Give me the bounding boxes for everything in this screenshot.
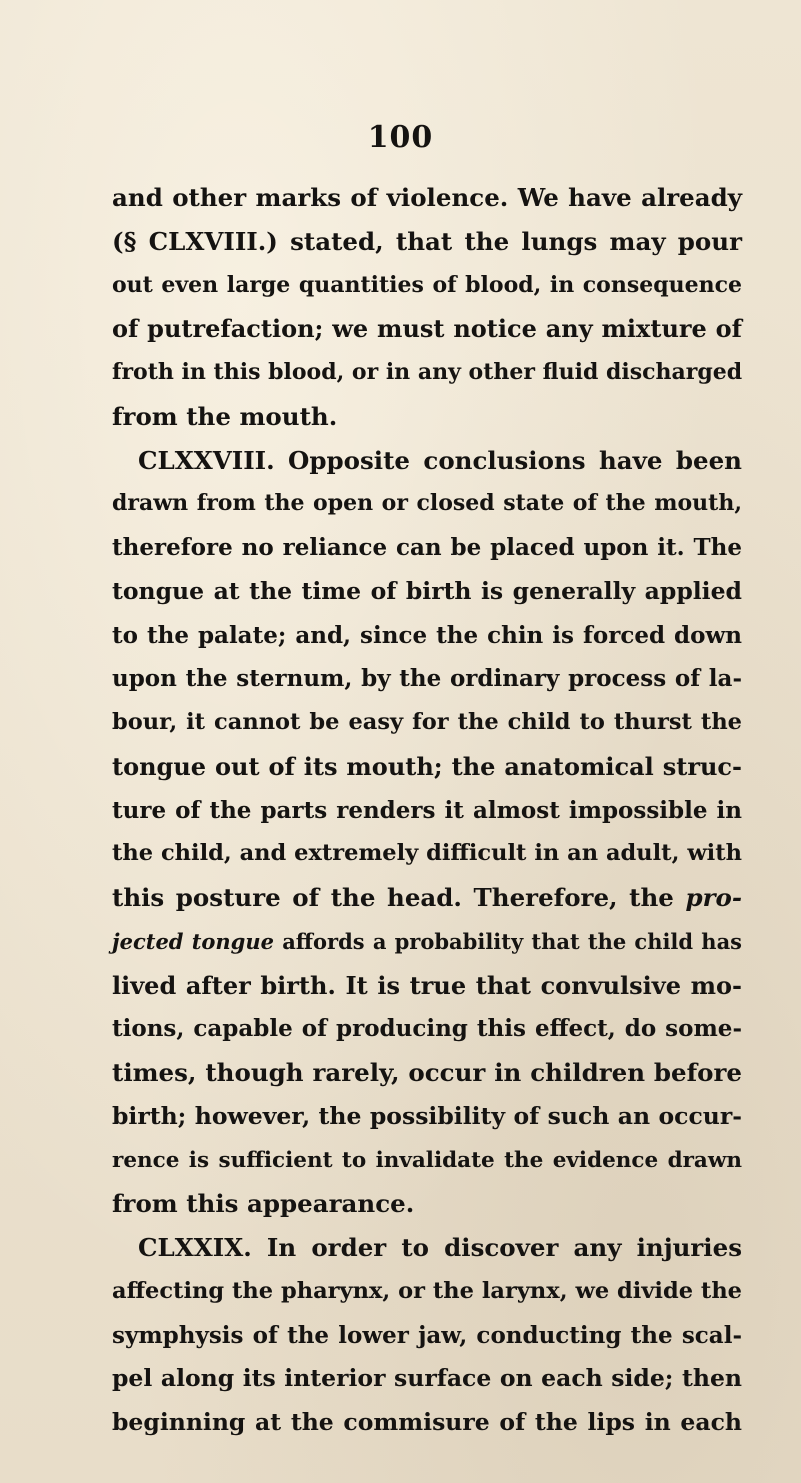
text-line: beginning at the commisure of the lips in each (112, 1408, 742, 1436)
text-line: to the palate; and, since the chin is forced down (112, 621, 742, 649)
body-text (112, 176, 742, 1445)
text-line: times, though rarely, occur in children before (112, 1058, 742, 1087)
text-line: ture of the parts renders it almost impossible in (112, 796, 742, 824)
text-line: rence is sufficient to invalidate the evidence drawn (112, 1147, 742, 1173)
text-line: affecting the pharynx, or the larynx, we divide the (112, 1277, 742, 1304)
text-line: lived after birth. It is true that convulsive mo- (112, 970, 742, 1000)
text-line: (§ CLXVIII.) stated, that the lungs may pour (112, 226, 742, 256)
text-line: out even large quantities of blood, in consequence (112, 271, 742, 298)
paragraph-end-line: from the mouth. (112, 401, 338, 431)
section-heading-line: CLXXVIII. Opposite conclusions have been (138, 445, 742, 475)
text-line: the child, and extremely difficult in an adult, with (112, 840, 742, 867)
italic-text: jected tongue (112, 928, 274, 954)
text-line: birth; however, the possibility of such an occur- (112, 1101, 742, 1130)
text-line: bour, it cannot be easy for the child to thurst the (112, 709, 742, 735)
text-line: froth in this blood, or in any other fluid discharged (112, 359, 743, 385)
text-line: of putrefaction; we must notice any mixture of (112, 314, 742, 344)
italic-text: pro- (685, 883, 742, 912)
text-line: upon the sternum, by the ordinary process of la- (112, 665, 742, 693)
text-line: and other marks of violence. We have already (112, 183, 742, 212)
text-line: tongue out of its mouth; the anatomical struc- (112, 751, 742, 781)
paragraph-end-line: from this appearance. (112, 1189, 415, 1219)
text-line (112, 876, 742, 920)
page-number: 100 (367, 120, 434, 155)
text-line: tions, capable of producing this effect, do some- (112, 1015, 742, 1043)
text-line: tongue at the time of birth is generally applied (112, 576, 742, 605)
text-line: pel along its interior surface on each side; then (112, 1364, 742, 1393)
line-text: this posture of the head. Therefore, the (112, 883, 686, 912)
line-text: affords a probability that the child has (273, 928, 742, 954)
section-heading-line: CLXXIX. In order to discover any injuries (138, 1233, 742, 1262)
text-line: drawn from the open or closed state of the mouth, (112, 490, 742, 517)
text-line: therefore no reliance can be placed upon it. The (112, 534, 742, 561)
text-line (112, 920, 742, 964)
text-line: symphysis of the lower jaw, conducting the scal- (112, 1321, 742, 1349)
